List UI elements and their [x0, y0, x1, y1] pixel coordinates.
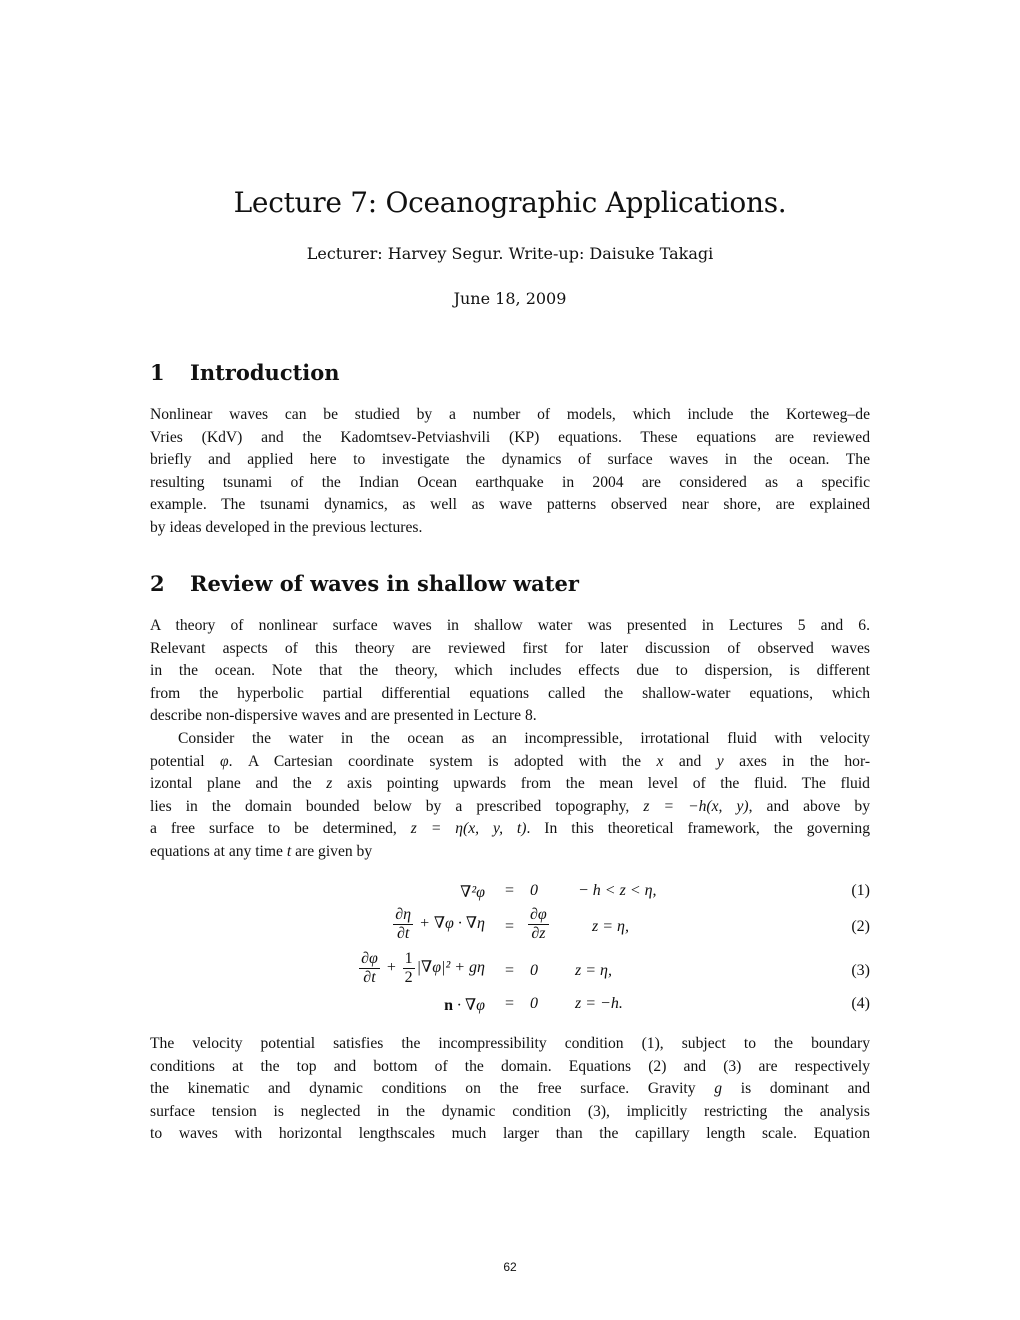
equation-lhs: $\frac{\partial\eta}{\partial t}$ + ∇φ · ∇η [395, 906, 485, 942]
text-line: A theory of nonlinear surface waves in shallow water was presented in Lectures 5 and 6. [150, 617, 870, 634]
equation-condition: z = −h. [575, 995, 623, 1012]
section-heading-introduction [150, 360, 340, 385]
equation-condition: z = η, [592, 918, 629, 935]
equation-rhs: 0 [530, 962, 538, 979]
equation-number: (4) [851, 995, 870, 1012]
text-line: describe non-dispersive waves and are presented in Lecture 8. [150, 707, 537, 725]
equation-rhs: 0 [530, 995, 538, 1012]
text-line: a free surface to be determined, z = η(x, y, t). In this theoretical framework, the governing [150, 820, 870, 838]
text-line: Relevant aspects of this theory are reviewed first for later discussion of observed waves [150, 639, 870, 657]
paper-title: Lecture 7: Oceanographic Applications. [233, 186, 787, 219]
text-line: resulting tsunami of the Indian Ocean earthquake in 2004 are considered as a specific [150, 473, 870, 491]
equals-sign: = [505, 918, 515, 935]
review-paragraph-1 [150, 615, 870, 728]
post-equation-paragraph [150, 1033, 870, 1146]
equation-4 [150, 995, 870, 1025]
equation-rhs: $\frac{\partial\varphi}{\partial z}$ [530, 906, 547, 942]
equation-number: (2) [851, 918, 870, 935]
equation-condition: z = η, [575, 962, 612, 979]
text-line: lies in the domain bounded below by a prescribed topography, z = −h(x, y), and above by [150, 797, 871, 815]
text-line: Vries (KdV) and the Kadomtsev-Petviashvili (KP) equations. These equations are reviewed [150, 428, 870, 446]
equals-sign: = [505, 882, 515, 899]
equation-number: (3) [851, 962, 870, 979]
equation-condition: − h < z < η, [578, 882, 657, 899]
equation-block [150, 878, 870, 1018]
section-number: 2 [150, 571, 165, 596]
text-line: potential φ. A Cartesian coordinate system is adopted with the x and y axes in the hor- [150, 752, 871, 770]
equation-lhs: ∇²φ [460, 884, 485, 901]
equation-lhs: $\frac{\partial\varphi}{\partial t}$ + $\frac{1}{2}$ |∇φ|² + gη [361, 950, 485, 986]
text-line: briefly and applied here to investigate the dynamics of surface waves in the ocean. The [150, 451, 870, 469]
date-line: June 18, 2009 [453, 289, 567, 308]
section-title: Introduction [190, 360, 340, 385]
equals-sign: = [505, 995, 515, 1012]
equation-rhs: 0 [530, 882, 538, 899]
intro-paragraph [150, 404, 870, 540]
equation-number: (1) [851, 882, 870, 899]
text-line: The velocity potential satisfies the incompressibility condition (1), subject to the boundary [150, 1035, 870, 1052]
text-line: equations at any time t are given by [150, 842, 373, 860]
author-line: Lecturer: Harvey Segur. Write-up: Daisuke Takagi [306, 244, 714, 263]
text-line: Nonlinear waves can be studied by a number of models, which include the Korteweg–de [150, 406, 870, 423]
section-heading-review [150, 571, 579, 596]
equation-2 [150, 906, 870, 950]
text-line: to waves with horizontal lengthscales much larger than the capillary length scale. Equation [150, 1125, 870, 1143]
text-line: from the hyperbolic partial differential equations called the shallow-water equations, which [150, 684, 870, 702]
text-line: the kinematic and dynamic conditions on the free surface. Gravity g is dominant and [150, 1080, 870, 1098]
text-line: conditions at the top and bottom of the domain. Equations (2) and (3) are respectively [150, 1057, 870, 1075]
section-title: Review of waves in shallow water [190, 571, 579, 596]
text-line: izontal plane and the z axis pointing upwards from the mean level of the fluid. The fluid [150, 775, 870, 793]
equation-lhs: n · ∇φ [444, 997, 485, 1014]
text-line: Consider the water in the ocean as an incompressible, irrotational fluid with velocity [178, 730, 870, 747]
section-number: 1 [150, 360, 165, 385]
page-number: 62 [503, 1260, 517, 1274]
text-line: by ideas developed in the previous lectures. [150, 518, 423, 536]
review-paragraph-2 [150, 728, 870, 864]
text-line: surface tension is neglected in the dynamic condition (3), implicitly restricting the analysis [150, 1102, 870, 1120]
equals-sign: = [505, 962, 515, 979]
equation-3 [150, 950, 870, 994]
text-line: in the ocean. Note that the theory, which includes effects due to dispersion, is different [150, 662, 870, 680]
text-line: example. The tsunami dynamics, as well as wave patterns observed near shore, are explained [150, 496, 870, 514]
